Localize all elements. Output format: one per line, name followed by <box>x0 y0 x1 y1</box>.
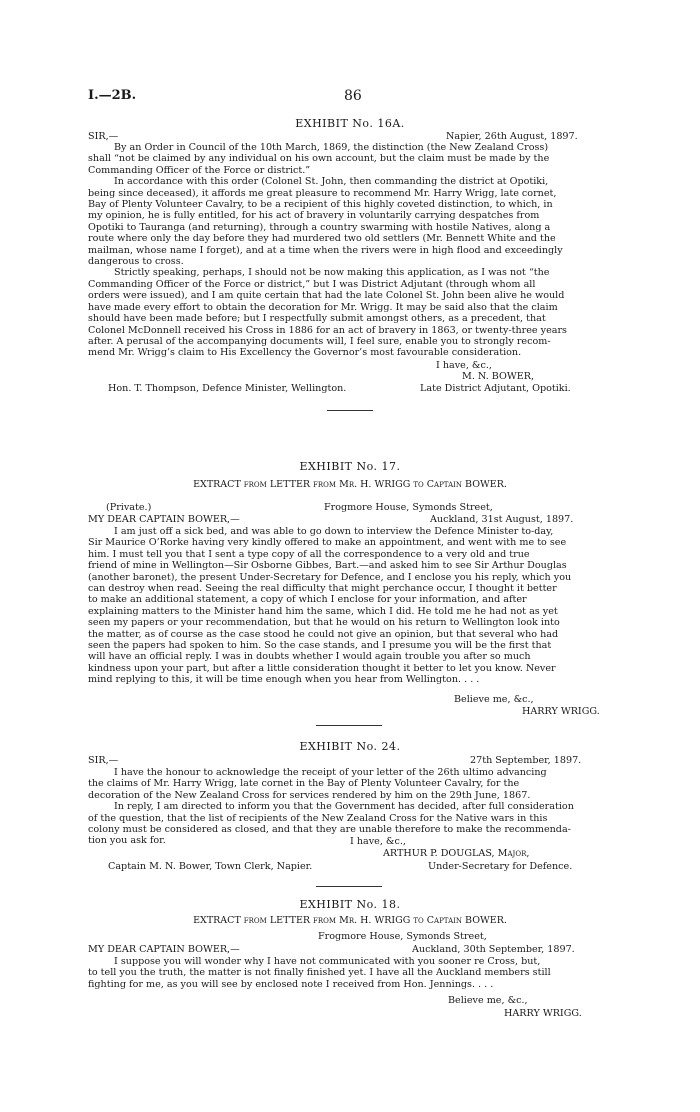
section-divider <box>316 886 382 887</box>
exhibit-17-title: EXHIBIT No. 17. <box>299 460 401 473</box>
body-line: Commanding Officer of the Force or district,” but I was District Adjutant (through whom all <box>88 278 536 290</box>
exhibit-18-title: EXHIBIT No. 18. <box>299 898 401 911</box>
body-line: being since deceased), it affords me great pleasure to recommend Mr. Harry Wrigg, late cornet, <box>88 187 557 199</box>
body-line: I suppose you will wonder why I have not communicated with you sooner re Cross, but, <box>114 956 541 967</box>
exhibit-17-subtitle: EXTRACT from LETTER from Mr. H. WRIGG to Captain BOWER. <box>193 479 507 490</box>
body-line: route where only the day before they had murdered two old settlers (Mr. Bennett White and the <box>88 233 556 245</box>
exhibit-24-addressee: Captain M. N. Bower, Town Clerk, Napier. <box>108 861 313 872</box>
exhibit-18-signature: HARRY WRIGG. <box>504 1008 582 1019</box>
body-line: Bay of Plenty Volunteer Cavalry, to be a recipient of this highly coveted distinction, to which, in <box>88 199 553 211</box>
body-line: kindness upon your part, but after a little consideration thought it better to let you know. Never <box>88 662 556 674</box>
exhibit-24-salutation: SIR,— <box>88 755 119 766</box>
body-line: my opinion, he is fully entitled, for his act of bravery in voluntarily carrying despatches from <box>88 210 540 222</box>
exhibit-17-salutation: MY DEAR CAPTAIN BOWER,— <box>88 514 240 525</box>
body-line: In reply, I am directed to inform you that the Government has decided, after full consideration <box>114 801 574 813</box>
body-line: (another baronet), the present Under-Secretary for Defence, and I enclose you his reply, which you <box>88 571 572 583</box>
exhibit-16a-place-date: Napier, 26th August, 1897. <box>446 131 578 142</box>
body-line: mailman, whose name I forget), and at a time when the rivers were in high flood and exceedingly <box>88 244 563 256</box>
exhibit-18-place-date: Auckland, 30th September, 1897. <box>412 944 575 955</box>
body-line: him. I must tell you that I sent a type copy of all the correspondence to a very old and true <box>88 548 530 560</box>
exhibit-18-address: Frogmore House, Symonds Street, <box>318 931 487 942</box>
body-line: the matter, as of course as the case stood he could not give an opinion, but that several who had <box>88 628 559 640</box>
exhibit-24-body <box>88 767 588 847</box>
body-line: mind replying to this, it will be time enough when you hear from Wellington. . . . <box>88 674 480 686</box>
body-line: explaining matters to the Minister hand him the same, which I did. He told me he had not as yet <box>88 605 558 617</box>
exhibit-17-private-mark: (Private.) <box>106 502 152 513</box>
body-line: Opotiki to Tauranga (and returning), through a country swarming with hostile Natives, along a <box>88 221 551 233</box>
exhibit-16a-title: EXHIBIT No. 16A. <box>295 117 405 130</box>
exhibit-18-closing: Believe me, &c., <box>448 995 528 1006</box>
body-line: of the question, that the list of recipients of the New Zealand Cross for the Native wars in this <box>88 812 548 824</box>
exhibit-17-body <box>88 526 588 686</box>
exhibit-18-subtitle: EXTRACT from LETTER from Mr. H. WRIGG to Captain BOWER. <box>193 915 507 926</box>
body-line: fighting for me, as you will see by enclosed note I received from Hon. Jennings. . . . <box>88 978 494 990</box>
body-line: should have been made before; but I respectfully submit amongst others, as a precedent, that <box>88 313 546 325</box>
exhibit-18-body <box>88 956 588 990</box>
body-line: seen my papers or your recommendation, but that he would on his return to Wellington look into <box>88 617 560 629</box>
body-line: By an Order in Council of the 10th March, 1869, the distinction (the New Zealand Cross) <box>114 142 549 153</box>
exhibit-16a-salutation: SIR,— <box>88 131 119 142</box>
body-line: Colonel McDonnell received his Cross in 1886 for an act of bravery in 1863, or twenty-three years <box>88 324 567 336</box>
exhibit-24-closing: I have, &c., <box>350 836 406 847</box>
body-line: to tell you the truth, the matter is not finally finished yet. I have all the Auckland members still <box>88 967 551 979</box>
body-line: after. A perusal of the accompanying documents will, I feel sure, enable you to strongly recom- <box>88 335 551 347</box>
body-line: to make an additional statement, a copy of which I enclose for your information, and after <box>88 594 527 606</box>
page-number: 86 <box>344 88 362 104</box>
body-line: tion you ask for. <box>88 835 166 847</box>
exhibit-16a-closing: I have, &c., <box>436 360 492 371</box>
body-line: Strictly speaking, perhaps, I should not be now making this application, as I was not “the <box>114 267 550 279</box>
exhibit-24-signature: ARTHUR P. DOUGLAS, Major, <box>383 848 530 859</box>
body-line: Commanding Officer of the Force or district.” <box>88 164 311 176</box>
exhibit-16a-signature: M. N. BOWER, <box>462 371 535 382</box>
exhibit-24-place-date: 27th September, 1897. <box>470 755 582 766</box>
exhibit-24-signature-title: Under-Secretary for Defence. <box>428 861 573 872</box>
body-line: orders were issued), and I am quite certain that had the late Colonel St. John been alive he would <box>88 290 565 302</box>
body-line: friend of mine in Wellington—Sir Osborne Gibbes, Bart.—and asked him to see Sir Arthur Douglas <box>88 560 567 572</box>
body-line: I am just off a sick bed, and was able to go down to interview the Defence Minister to-day, <box>114 526 554 537</box>
exhibit-17-address: Frogmore House, Symonds Street, <box>324 502 493 513</box>
body-line: decoration of the New Zealand Cross for services rendered by him on the 29th June, 1867. <box>88 789 531 801</box>
body-line: shall “not be claimed by any individual on his own account, but the claim must be made by the <box>88 153 550 165</box>
body-line: mend Mr. Wrigg’s claim to His Excellency the Governor’s most favourable consideration. <box>88 347 522 359</box>
body-line: seen the papers had spoken to him. So the case stands, and I presume you will be the first that <box>88 640 552 652</box>
body-line: In accordance with this order (Colonel St. John, then commanding the district at Opotiki, <box>114 176 549 188</box>
exhibit-16a-signature-title: Late District Adjutant, Opotiki. <box>420 383 571 394</box>
exhibit-17-signature: HARRY WRIGG. <box>522 706 600 717</box>
body-line: will have an official reply. I was in doubts whether I would again trouble you after so much <box>88 651 531 663</box>
body-line: the claims of Mr. Harry Wrigg, late cornet in the Bay of Plenty Volunteer Cavalry, for the <box>88 778 520 790</box>
document-reference: I.—2B. <box>88 88 137 103</box>
exhibit-16a-body <box>88 142 588 359</box>
body-line: have made every effort to obtain the decoration for Mr. Wrigg. It may be said also that the claim <box>88 301 558 313</box>
body-line: can destroy when read. Seeing the real difficulty that might perchance occur, I thought it better <box>88 583 557 595</box>
exhibit-16a-addressee: Hon. T. Thompson, Defence Minister, Wellington. <box>108 383 347 394</box>
body-line: Sir Maurice O’Rorke having very kindly offered to make an appointment, and went with me to see <box>88 537 567 549</box>
section-divider <box>316 725 382 726</box>
body-line: dangerous to cross. <box>88 256 184 268</box>
body-line: colony must be considered as closed, and that they are unable therefore to make the recommenda- <box>88 824 571 836</box>
exhibit-17-place-date: Auckland, 31st August, 1897. <box>430 514 574 525</box>
exhibit-17-closing: Believe me, &c., <box>454 694 534 705</box>
exhibit-18-salutation: MY DEAR CAPTAIN BOWER,— <box>88 944 240 955</box>
body-line: I have the honour to acknowledge the receipt of your letter of the 26th ultimo advancing <box>114 767 547 778</box>
exhibit-24-title: EXHIBIT No. 24. <box>299 740 401 753</box>
section-divider <box>327 410 373 411</box>
